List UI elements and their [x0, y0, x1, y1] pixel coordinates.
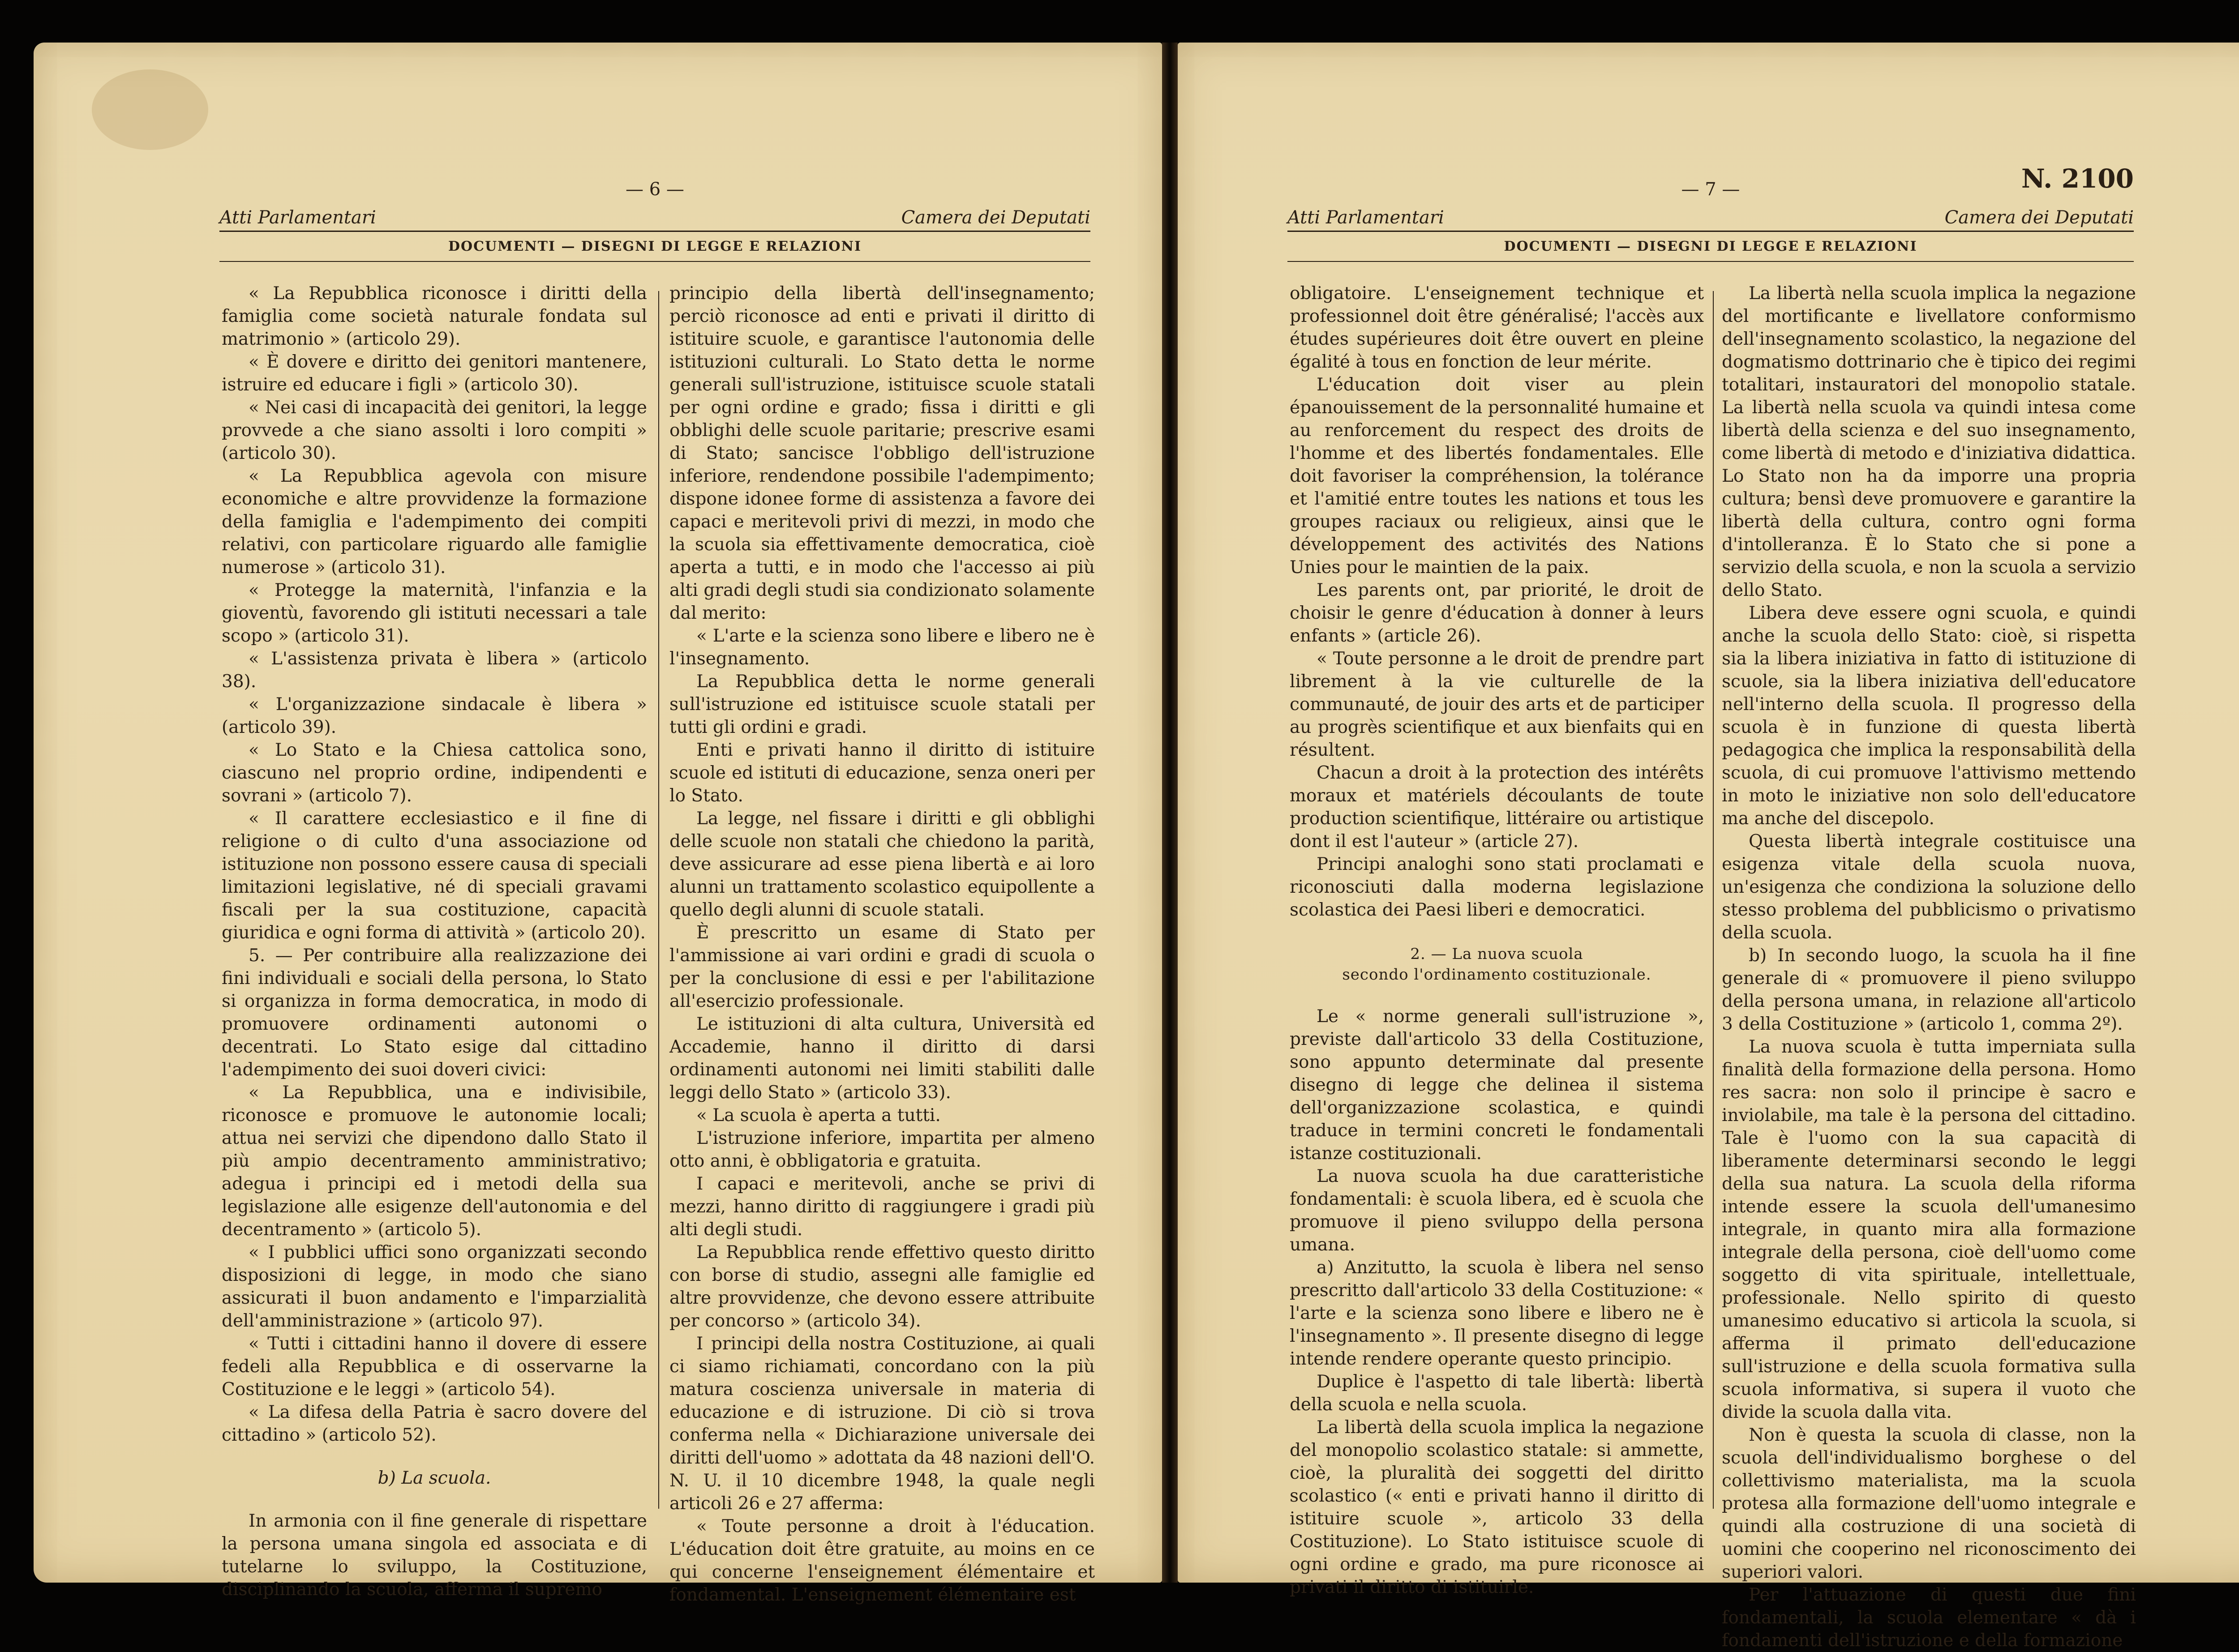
header-rule — [219, 261, 1090, 262]
paragraph: « La Repubblica, una e indivisibile, riconosce e promuove le autonomie locali; attua nei servizi che dipendono dallo Stato il più ampio decentramento amministrativo; adegua i principi ed i metodi della sua legislazione alle esigenze dell'autonomia e del decentramento » (articolo 5). — [222, 1083, 647, 1240]
header-atti-parlamentari: Atti Parlamentari — [1287, 207, 1444, 228]
section-heading — [1290, 944, 1704, 985]
paragraph: In armonia con il fine generale di rispettare la persona umana singola ed associata e di tutelarne lo sviluppo, la Costituzione, disciplinando la scuola, afferma il supremo — [222, 1511, 647, 1600]
paragraph: L'istruzione inferiore, impartita per almeno otto anni, è obbligatoria e gratuita. — [669, 1128, 1095, 1171]
left-page — [34, 43, 1162, 1605]
header-rule — [1287, 231, 2134, 232]
column-divider — [1713, 291, 1714, 1509]
right-page — [1178, 43, 2239, 1651]
text-column-1 — [222, 282, 647, 1601]
paragraph: Libera deve essere ogni scuola, e quindi anche la scuola dello Stato: cioè, si rispetta sia la libera iniziativa in fatto di istituzione di scuole, sia la libera iniziativa dell'educatore nell'interno della scuola. Il progresso della scuola è in funzione di questa libertà pedagogica che implica la responsabilità della scuola, di cui promuove l'attivismo mettendo in moto le iniziative non solo dell'educatore ma anche del discepolo. — [1722, 603, 2136, 829]
text-column-2 — [669, 282, 1095, 1606]
paragraph: « La Repubblica agevola con misure economiche e altre provvidenze la formazione della famiglia e l'adempimento dei compiti relativi, con particolare riguardo alle famiglie numerose » (articolo 31). — [222, 466, 647, 578]
paragraph: a) Anzitutto, la scuola è libera nel senso prescritto dall'articolo 33 della Costituzione: « l'arte e la scienza sono libere e libero ne è l'insegnamento ». Il presente disegno di legge intende rendere operante questo principio. — [1290, 1258, 1704, 1369]
paragraph: Les parents ont, par priorité, le droit de choisir le genre d'éducation à donner à leurs enfants » (article 26). — [1290, 580, 1704, 646]
paragraph: « L'organizzazione sindacale è libera » (articolo 39). — [222, 694, 647, 737]
document-number: N. 2100 — [2021, 163, 2134, 194]
paragraph: Principi analoghi sono stati proclamati e riconosciuti dalla moderna legislazione scolastica dei Paesi liberi e democratici. — [1290, 854, 1704, 920]
paragraph: Enti e privati hanno il diritto di istituire scuole ed istituti di educazione, senza oneri per lo Stato. — [669, 740, 1095, 806]
paragraph: La Repubblica detta le norme generali sull'istruzione ed istituisce scuole statali per tutti gli ordini e gradi. — [669, 672, 1095, 737]
paragraph: « La Repubblica riconosce i diritti della famiglia come società naturale fondata sul matrimonio » (articolo 29). — [222, 283, 647, 349]
paragraph: « Nei casi di incapacità dei genitori, la legge provvede a che siano assolti i loro compiti » (articolo 30). — [222, 398, 647, 463]
paragraph: Per l'attuazione di questi due fini fondamentali, la scuola elementare « dà i fondamenti dell'istruzione e della formazione — [1722, 1585, 2136, 1651]
paragraph: Duplice è l'aspetto di tale libertà: libertà della scuola e nella scuola. — [1290, 1372, 1704, 1415]
paragraph: « L'assistenza privata è libera » (articolo 38). — [222, 649, 647, 692]
section-heading-line-1: 2. — La nuova scuola — [1410, 945, 1583, 963]
paragraph: La libertà della scuola implica la negazione del monopolio scolastico statale: si ammette, cioè, la pluralità dei soggetti del diritto scolastico (« enti e privati hanno il diritto di istituire scuole », articolo 33 della Costituzione). Lo Stato istituisce scuole di ogni ordine e grado, ma pure riconosce ai privati il diritto di istituirle. — [1290, 1417, 1704, 1597]
paragraph: b) In secondo luogo, la scuola ha il fine generale di « promuovere il pieno sviluppo della persona umana, in relazione all'articolo 3 della Costituzione » (articolo 1, comma 2º). — [1722, 946, 2136, 1034]
paragraph: « La scuola è aperta a tutti. — [696, 1105, 941, 1126]
paragraph: 5. — Per contribuire alla realizzazione dei fini individuali e sociali della persona, lo Stato si organizza in forma democratica, in modo di promuovere ordinamenti autonomi o decentrati. Lo Stato esige dal cittadino l'adempimento dei suoi doveri civici: — [222, 946, 647, 1080]
header-rule — [1287, 261, 2134, 262]
page-number: — 7 — — [1681, 179, 1740, 200]
paragraph: « Lo Stato e la Chiesa cattolica sono, ciascuno nel proprio ordine, indipendenti e sovrani » (articolo 7). — [222, 740, 647, 806]
paragraph: Non è questa la scuola di classe, non la scuola dell'individualismo borghese o del collettivismo materialista, ma la scuola protesa alla formazione dell'uomo integrale e quindi alla costruzione di una società di uomini che cooperino nel riconoscimento dei superiori valori. — [1722, 1425, 2136, 1582]
paragraph: « Toute personne a le droit de prendre part librement à la vie culturelle de la communauté, de jouir des arts et de participer au progrès scientifique et aux bienfaits qui en résultent. — [1290, 649, 1704, 760]
text-column-4 — [1722, 282, 2136, 1652]
paragraph: Le « norme generali sull'istruzione », previste dall'articolo 33 della Costituzione, sono appunto determinate dal presente disegno di legge che delinea il sistema dell'organizzazione scolastica, e quindi traduce in termini concreti le fondamentali istanze costituzionali. — [1290, 1006, 1704, 1164]
column-divider — [658, 291, 659, 1509]
paragraph: principio della libertà dell'insegnamento; perciò riconosce ad enti e privati il diritto di istituire scuole, e garantisce l'autonomia delle istituzioni culturali. Lo Stato detta le norme generali sull'istruzione, istituisce scuole statali per ogni ordine e grado; fissa i diritti e gli obblighi delle scuole paritarie; prescrive esami di Stato; sancisce l'obbligo dell'istruzione inferiore, rendendone possibile l'adempimento; dispone idonee forme di assistenza a favore dei capaci e meritevoli privi di mezzi, in modo che la scuola sia effettivamente democratica, cioè aperta a tutti, e in modo che l'accesso ai più alti gradi degli studi sia condizionato solamente dal merito: — [669, 283, 1095, 623]
paragraph: La Repubblica rende effettivo questo diritto con borse di studio, assegni alle famiglie ed altre provvidenze, che devono essere attribuite per concorso » (articolo 34). — [669, 1242, 1095, 1331]
paragraph: « Il carattere ecclesiastico e il fine di religione o di culto d'una associazione od istituzione non possono essere causa di speciali limitazioni legislative, né di speciali gravami fiscali per la sua costituzione, capacità giuridica e ogni forma di attività » (articolo 20). — [222, 809, 647, 943]
paragraph: « La difesa della Patria è sacro dovere del cittadino » (articolo 52). — [222, 1402, 647, 1445]
paragraph: La libertà nella scuola implica la negazione del mortificante e livellatore conformismo dell'insegnamento scolastico, la negazione del dogmatismo dottrinario che è tipico dei regimi totalitari, instauratori del monopolio statale. La libertà nella scuola va quindi intesa come libertà della scienza e del suo insegnamento, come libertà di metodo e d'iniziativa didattica. Lo Stato non ha da imporre una propria cultura; bensì deve promuovere e garantire la libertà della cultura, contro ogni forma d'intolleranza. È lo Stato che si pone a servizio della scuola, e non la scuola a servizio dello Stato. — [1722, 283, 2136, 600]
paragraph: obligatoire. L'enseignement technique et professionnel doit être généralisé; l'accès aux études supérieures doit être ouvert en pleine égalité à tous en fonction de leur mérite. — [1290, 283, 1704, 372]
header-camera-dei-deputati: Camera dei Deputati — [1944, 207, 2134, 228]
header-rule — [219, 231, 1090, 232]
paragraph: « L'arte e la scienza sono libere e libero ne è l'insegnamento. — [669, 626, 1095, 669]
subsection-heading: b) La scuola. — [377, 1468, 491, 1488]
paragraph: « Protegge la maternità, l'infanzia e la gioventù, favorendo gli istituti necessari a tale scopo » (articolo 31). — [222, 580, 647, 646]
paragraph: Chacun a droit à la protection des intérêts moraux et matériels découlants de toute production scientifique, littéraire ou artistique dont il est l'auteur » (article 27). — [1290, 763, 1704, 852]
text-column-3 — [1290, 282, 1704, 1599]
paragraph: La legge, nel fissare i diritti e gli obblighi delle scuole non statali che chiedono la parità, deve assicurare ad esse piena libertà e ai loro alunni un trattamento scolastico equipollente a quello degli alunni di scuole statali. — [669, 809, 1095, 920]
book-gutter — [1162, 43, 1178, 1583]
page-header-right — [1287, 159, 2134, 254]
paragraph: La nuova scuola ha due caratteristiche fondamentali: è scuola libera, ed è scuola che promuove il pieno sviluppo della persona umana. — [1290, 1166, 1704, 1255]
header-camera-dei-deputati: Camera dei Deputati — [901, 207, 1090, 228]
paragraph: « Tutti i cittadini hanno il dovere di essere fedeli alla Repubblica e di osservarne la Costituzione e le leggi » (articolo 54). — [222, 1334, 647, 1399]
header-section: DOCUMENTI — DISEGNI DI LEGGE E RELAZIONI — [1504, 239, 1917, 254]
page-number: — 6 — — [626, 179, 684, 200]
page-header-left — [219, 159, 1090, 254]
paragraph: « È dovere e diritto dei genitori mantenere, istruire ed educare i figli » (articolo 30). — [222, 352, 647, 395]
paragraph: L'éducation doit viser au plein épanouissement de la personnalité humaine et au renforcement du respect des droits de l'homme et des libertés fondamentales. Elle doit favoriser la compréhension, la tolérance et l'amitié entre toutes les nations et tous les groupes raciaux ou religieux, ainsi que le développement des activités des Nations Unies pour le maintien de la paix. — [1290, 375, 1704, 578]
paragraph: I principi della nostra Costituzione, ai quali ci siamo richiamati, concordano con la più matura coscienza universale in materia di educazione e di istruzione. Di ciò si trova conferma nella « Dichiarazione universale dei diritti dell'uomo » adottata da 48 nazioni dell'O. N. U. il 10 dicembre 1948, la quale negli articoli 26 e 27 afferma: — [669, 1334, 1095, 1514]
header-atti-parlamentari: Atti Parlamentari — [219, 207, 376, 228]
paragraph: « I pubblici uffici sono organizzati secondo disposizioni di legge, in modo che siano assicurati il buon andamento e l'imparzialità dell'amministrazione » (articolo 97). — [222, 1242, 647, 1331]
paragraph: Le istituzioni di alta cultura, Università ed Accademie, hanno il diritto di darsi ordinamenti autonomi nei limiti stabiliti dalle leggi dello Stato » (articolo 33). — [669, 1014, 1095, 1103]
paragraph: La nuova scuola è tutta imperniata sulla finalità della formazione della persona. Homo res sacra: non solo il principe è sacro e inviolabile, ma tale è la persona del cittadino. Tale è l'uomo con la sua capacità di liberamente determinarsi secondo le leggi della sua natura. La scuola della riforma intende essere la scuola dell'umanesimo integrale, in quanto mira alla formazione integrale della persona, cioè dell'uomo come soggetto di vita spirituale, intellettuale, professionale. Nello spirito di questo umanesimo educativo si articola la scuola, si afferma il primato dell'educazione sull'istruzione e della scuola formativa sulla scuola informativa, si supera il vuoto che divide la scuola dalla vita. — [1722, 1037, 2136, 1422]
paragraph: È prescritto un esame di Stato per l'ammissione ai vari ordini e gradi di scuola o per la conclusione di essi e per l'abilitazione all'esercizio professionale. — [669, 923, 1095, 1011]
paper-stain — [92, 69, 208, 150]
paragraph: Questa libertà integrale costituisce una esigenza vitale della scuola nuova, un'esigenza che condiziona la soluzione dello stesso problema del pubblicismo o privatismo della scuola. — [1722, 831, 2136, 943]
paragraph: I capaci e meritevoli, anche se privi di mezzi, hanno diritto di raggiungere i gradi più alti degli studi. — [669, 1174, 1095, 1240]
section-heading-line-2: secondo l'ordinamento costituzionale. — [1342, 966, 1651, 984]
paragraph: « Toute personne a droit à l'éducation. L'éducation doit être gratuite, au moins en ce qui concerne l'enseignement élémentaire et fondamental. L'enseignement élémentaire est — [669, 1516, 1095, 1605]
header-section: DOCUMENTI — DISEGNI DI LEGGE E RELAZIONI — [448, 239, 862, 254]
